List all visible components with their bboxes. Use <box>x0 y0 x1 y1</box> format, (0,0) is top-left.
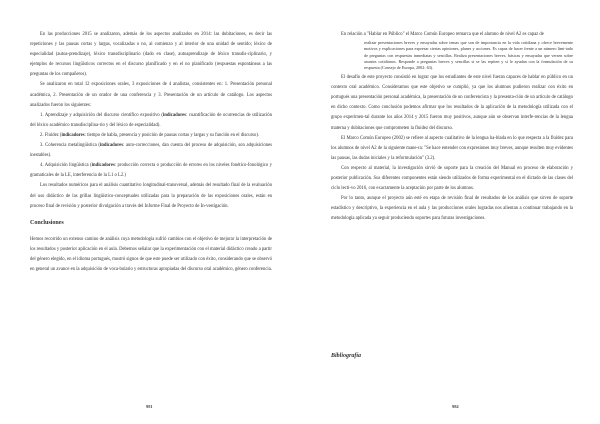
block-quote: realizar presentaciones breves y ensayadas sobre temas que son de importancia en la vida cotidiana y ofrece brevemente motivos y explicaciones para expresar ciertas opiniones, planes y acciones. Es capaz de hacer frente a un número limi-tado de preguntas con respuestas inmediatas y sencillas. Realiza presentaciones breves, básicas y ensayadas que versen sobre asuntos cotidianos. Responde a preguntas breves y sencillas si se las repiten y si le ayudan con la formulación de su respuesta (Consejo de Europa, 2002: 63). <box>364 40 573 70</box>
paragraph: En las producciones 2015 se analizaron, además de los aspectos analizados en 2014: las dubitaciones, es decir las repeticiones y las pausas cortas y largas, vocalizadas o no, al comienzo y al interior de una unidad de sentido; léxico de especialidad (autoa-prendizaje), léxico transdisciplinario (dado en clase), autoaprendizaje de léxico transdis-ciplinario, y ejemplos de recursos lingüísticos correctos en el discurso planificado y en el no planificado (respuestas espontáneas a las preguntas de los compañeros). <box>30 32 272 78</box>
paragraph: Por lo tanto, aunque el proyecto aún esté en etapa de revisión final de resultados de los análisis que sirven de soporte estadístico y descriptivo, la experiencia en el aula y las producciones orales logradas nos alientan a continuar trabajando en la metodología aplicada ya seguir produciendo soportes para futuras investigaciones. <box>331 196 573 222</box>
page-number: 984 <box>452 404 459 409</box>
page-number: 981 <box>146 404 153 409</box>
paragraph: Con respecto al material, la investigación sirvió de soporte para la creación del Manual en proceso de elaboración y posterior publicación. Sus diferentes componentes están siendo utilizados de forma experimental en el dictado de las clases del ciclo lecti-vo 2016, con exactamente la aceptación por parte de los alumnos. <box>331 165 573 192</box>
paragraph: En relación a "Hablar en Público" el Marco Común Europeo remarca que el alumno de nivel A2 es capaz de <box>341 32 544 37</box>
right-page <box>300 0 600 424</box>
conclusions-heading: Conclusiones <box>30 219 64 226</box>
list-item: 3. Coherencia metalingüística (indicadores: auto-correcciones, dan cuenta del proceso de adquisición, son adquisiciones inestables). <box>30 143 272 159</box>
list-item: 1. Aprendizaje y adquisición del discurso científico expositivo (indicadores: cuantificación de ocurrencias de utilización del léxico académico transdisciplina-rio y del léxico de especialidad). <box>30 112 272 128</box>
paragraph: El Marco Común Europeo (2002) se refiere al aspecto cualitativo de la lengua ha-blada en lo que respecta a la fluidez para los alumnos de nivel A2 de la siguiente mane-ra: "Se hace entender con expresiones muy breves, aunque resulten muy evidentes las pausas, las dudas iniciales y la reformulación" (3.2). <box>331 135 573 161</box>
right-text-column <box>331 30 573 225</box>
paragraph: Hemos recorrido un extenso camino de análisis cuya metodología sufrió cambios con el objetivo de mejorar la interpretación de los resultados y posterior aplicación en el aula. Debemos señalar que la experimentación con el material didáctico creado a partir del género elegido, en el idioma portugués, mostró signos de que este puede ser utilizado con éxito, considerando que se observó en general un avance en la adquisición de voca-bulario y estructuras apropiadas del discurso oral académico, género conferencia. <box>30 236 272 272</box>
left-text-column <box>30 30 272 275</box>
list-item: 2. Fluidez (indicadores: tiempo de habla, presencia y posición de pausas cortas y largas y su función en el discurso). <box>40 132 260 138</box>
list-item: 4. Adquisición lingüística (indicadores: producción correcta o producción de errores en los niveles fonético-fonológico y gramaticales de la LE, interferencia de la L1 o L2.) <box>30 163 273 179</box>
paragraph: Se analizaron en total 12 exposiciones orales, 3 exposiciones de 4 analistas, consistentes en: 1. Presentación personal académica, 2. Presentación de un orador de una conferencia y 3. Presentación de un artículo de catálogo. Los aspectos analizados fueron los siguientes: <box>30 82 272 108</box>
paragraph: El desafío de este proyecto consistió en lograr que los estudiantes de este nivel fueran capaces de hablar en público en un contexto oral académico. Consideramos que este objetivo se cumplió, ya que los alumnos pudieron realizar con éxito en portugués una presentación personal académica, la presentación de un conferencista y la presenta-ción de un artículo de catálogo en dicho contexto. Como conclusión podemos afirmar que los resultados de la aplicación de la metodología utilizada con el grupo experimen-tal durante los años 2014 y 2015 fueron muy positivos, aunque aún se observan interfe-rencias de la lengua materna y dubitaciones que comprometen la fluidez del discurso. <box>331 75 573 131</box>
paragraph: Los resultados numéricos para el análisis cuantitativo longitudinal-transversal, además del resultado final de la evaluación del uso didáctico de las grillas lingüístico-conceptuales utilizadas para la preparación de las exposiciones orales, están en proceso final de revisión y posterior divulgación a través del Informe Final de Proyecto de In-vestigación. <box>30 183 272 209</box>
bibliography-heading: Bibliografía <box>331 353 362 359</box>
